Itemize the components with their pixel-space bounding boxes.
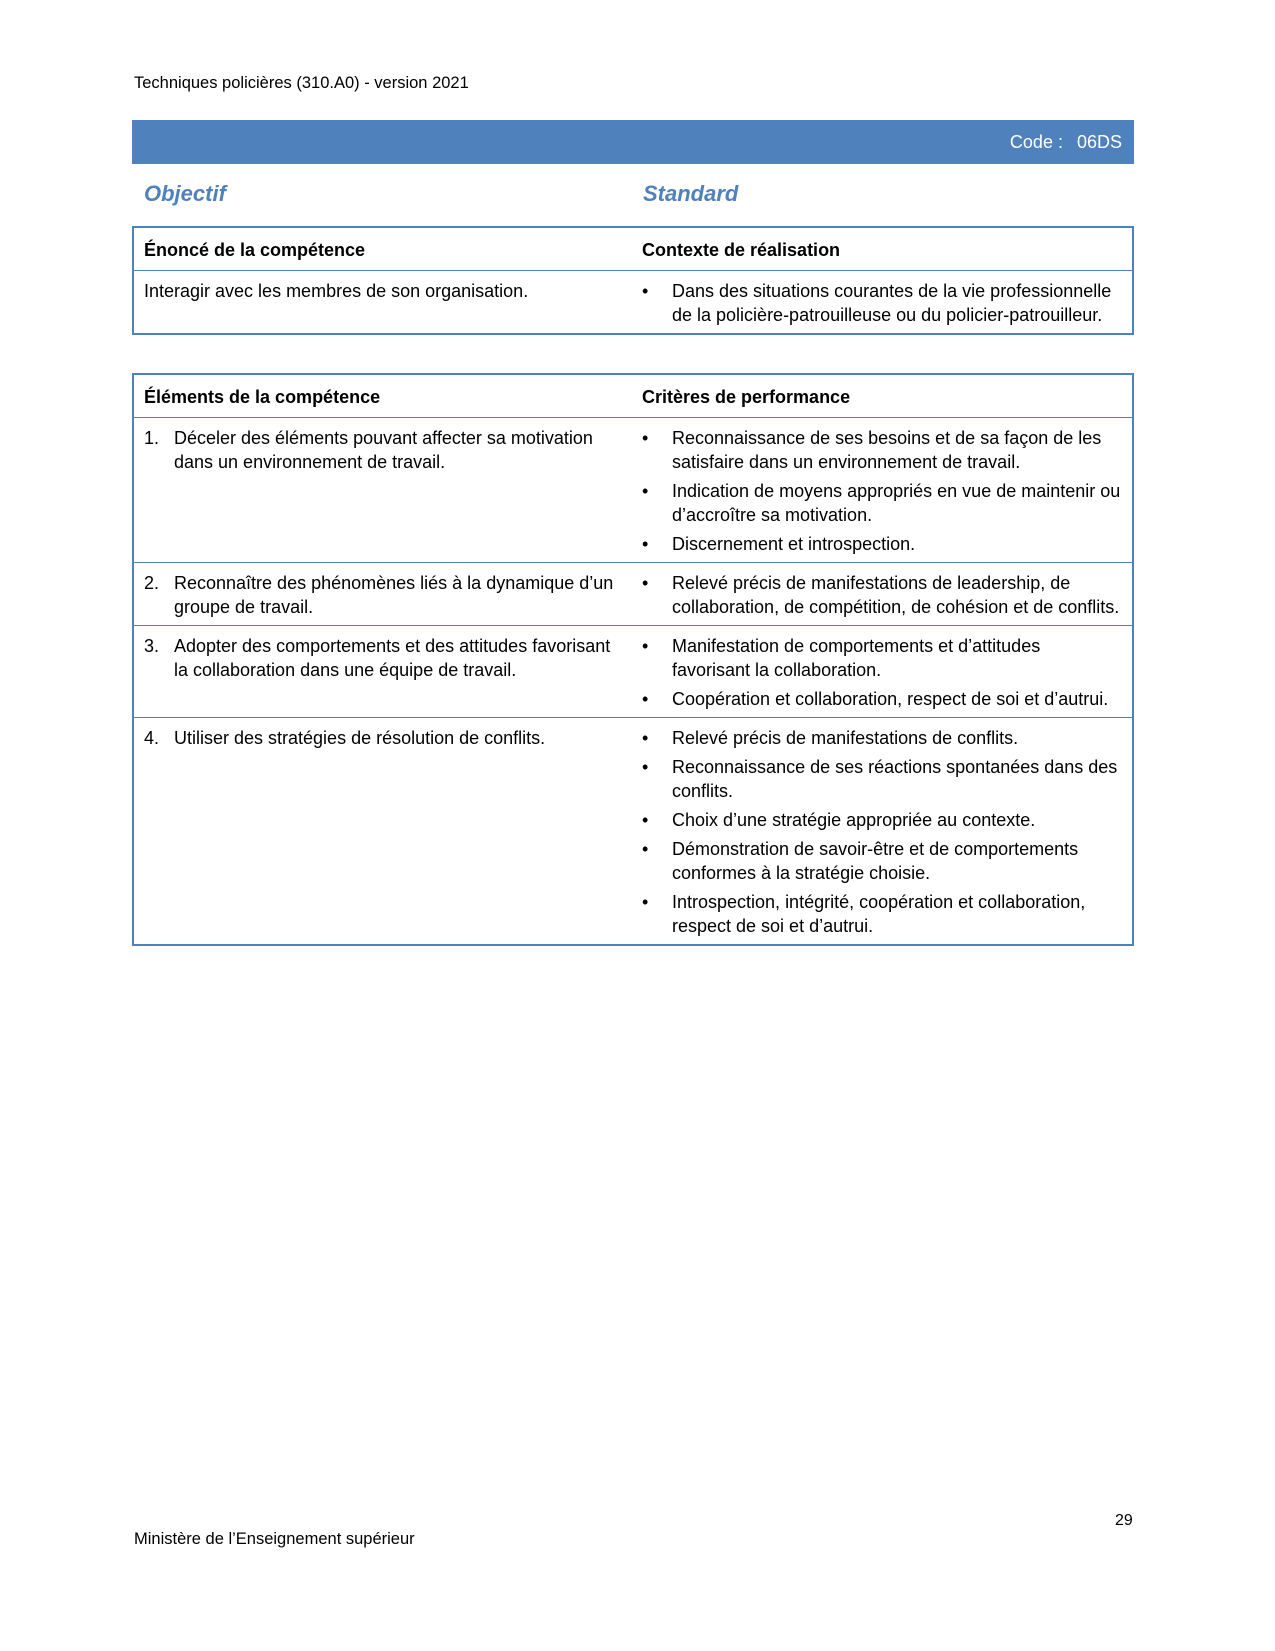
criterion-item: [642, 571, 1122, 619]
criteria-cell: [632, 626, 1133, 718]
table-row: [133, 563, 1133, 626]
criterion-item: [642, 890, 1122, 938]
element-number: 4.: [144, 728, 160, 748]
standard-title: Standard: [643, 181, 739, 206]
criterion-text: Introspection, intégrité, coopération et collaboration, respect de soi et d’autrui.: [672, 892, 1086, 936]
page-number: 29: [1115, 1512, 1133, 1529]
element-number: 3.: [144, 636, 160, 656]
criterion-item: [642, 634, 1122, 682]
criterion-text: Démonstration de savoir-être et de comportements conformes à la stratégie choisie.: [672, 839, 1079, 883]
competence-statement: Interagir avec les membres de son organisation.: [144, 281, 529, 301]
code-label: Code :: [1009, 131, 1063, 152]
competence-elements-table: [132, 373, 1134, 946]
objectif-title: Objectif: [144, 181, 226, 206]
element-text: Adopter des comportements et des attitudes favorisant la collaboration dans une équipe de travail.: [174, 636, 611, 680]
element-cell: [133, 418, 632, 563]
criterion-text: Indication de moyens appropriés en vue de maintenir ou d’accroître sa motivation.: [672, 481, 1121, 525]
element-cell: [133, 718, 632, 946]
bullet-icon: •: [642, 839, 649, 859]
table-header-row: [133, 227, 1133, 271]
element-number: 1.: [144, 428, 160, 448]
code-bar: [132, 120, 1134, 164]
bullet-icon: •: [642, 636, 649, 656]
bullet-icon: •: [642, 757, 649, 777]
criterion-text: Reconnaissance de ses réactions spontanées dans des conflits.: [672, 757, 1118, 801]
criterion-text: Manifestation de comportements et d’attitudes favorisant la collaboration.: [672, 636, 1041, 680]
bullet-icon: •: [642, 728, 649, 748]
table-row: [133, 718, 1133, 946]
table-row: [133, 418, 1133, 563]
criterion-text: Reconnaissance de ses besoins et de sa façon de les satisfaire dans un environnement de travail.: [672, 428, 1102, 472]
competence-statement-table: [132, 226, 1134, 335]
element-number: 2.: [144, 573, 160, 593]
bullet-icon: •: [642, 534, 649, 554]
bullet-icon: •: [642, 892, 649, 912]
criteria-cell: [632, 718, 1133, 946]
table-row: [133, 271, 1133, 335]
criterion-text: Choix d’une stratégie appropriée au contexte.: [672, 810, 1036, 830]
element-cell: [133, 626, 632, 718]
element-text: Déceler des éléments pouvant affecter sa motivation dans un environnement de travail.: [174, 428, 593, 472]
enonce-header: Énoncé de la compétence: [133, 227, 632, 271]
section-titles: [144, 181, 1134, 211]
criterion-item: [642, 687, 1122, 711]
criteres-header: Critères de performance: [642, 387, 851, 407]
context-item: [642, 279, 1122, 327]
criterion-item: [642, 755, 1122, 803]
criterion-item: [642, 837, 1122, 885]
element-cell: [133, 563, 632, 626]
context-cell: [632, 271, 1133, 335]
element-text: Utiliser des stratégies de résolution de conflits.: [174, 728, 546, 748]
code-value: 06DS: [1076, 131, 1122, 152]
bullet-icon: •: [642, 281, 649, 301]
criterion-item: [642, 532, 1122, 556]
criterion-item: [642, 426, 1122, 474]
criterion-item: [642, 808, 1122, 832]
criterion-text: Coopération et collaboration, respect de soi et d’autrui.: [672, 689, 1109, 709]
bullet-icon: •: [642, 428, 649, 448]
elements-header: Éléments de la compétence: [144, 387, 381, 407]
table-header-row: [133, 374, 1133, 418]
bullet-icon: •: [642, 810, 649, 830]
criteria-cell: [632, 563, 1133, 626]
criterion-item: [642, 479, 1122, 527]
page-header: Techniques policières (310.A0) - version 2021: [134, 74, 469, 92]
criterion-text: Relevé précis de manifestations de conflits.: [672, 728, 1019, 748]
criteria-cell: [632, 418, 1133, 563]
bullet-icon: •: [642, 573, 649, 593]
element-text: Reconnaître des phénomènes liés à la dynamique d’un groupe de travail.: [174, 573, 614, 617]
bullet-icon: •: [642, 481, 649, 501]
criterion-text: Relevé précis de manifestations de leadership, de collaboration, de compétition, de cohésion et de conflits.: [672, 573, 1120, 617]
contexte-header: Contexte de réalisation: [632, 227, 1133, 271]
criterion-text: Discernement et introspection.: [672, 534, 916, 554]
table-row: [133, 626, 1133, 718]
bullet-icon: •: [642, 689, 649, 709]
context-text: Dans des situations courantes de la vie professionnelle de la policière-patrouilleuse ou du policier-patrouilleur.: [672, 281, 1112, 325]
page-footer: Ministère de l’Enseignement supérieur: [134, 1530, 415, 1548]
criterion-item: [642, 726, 1122, 750]
